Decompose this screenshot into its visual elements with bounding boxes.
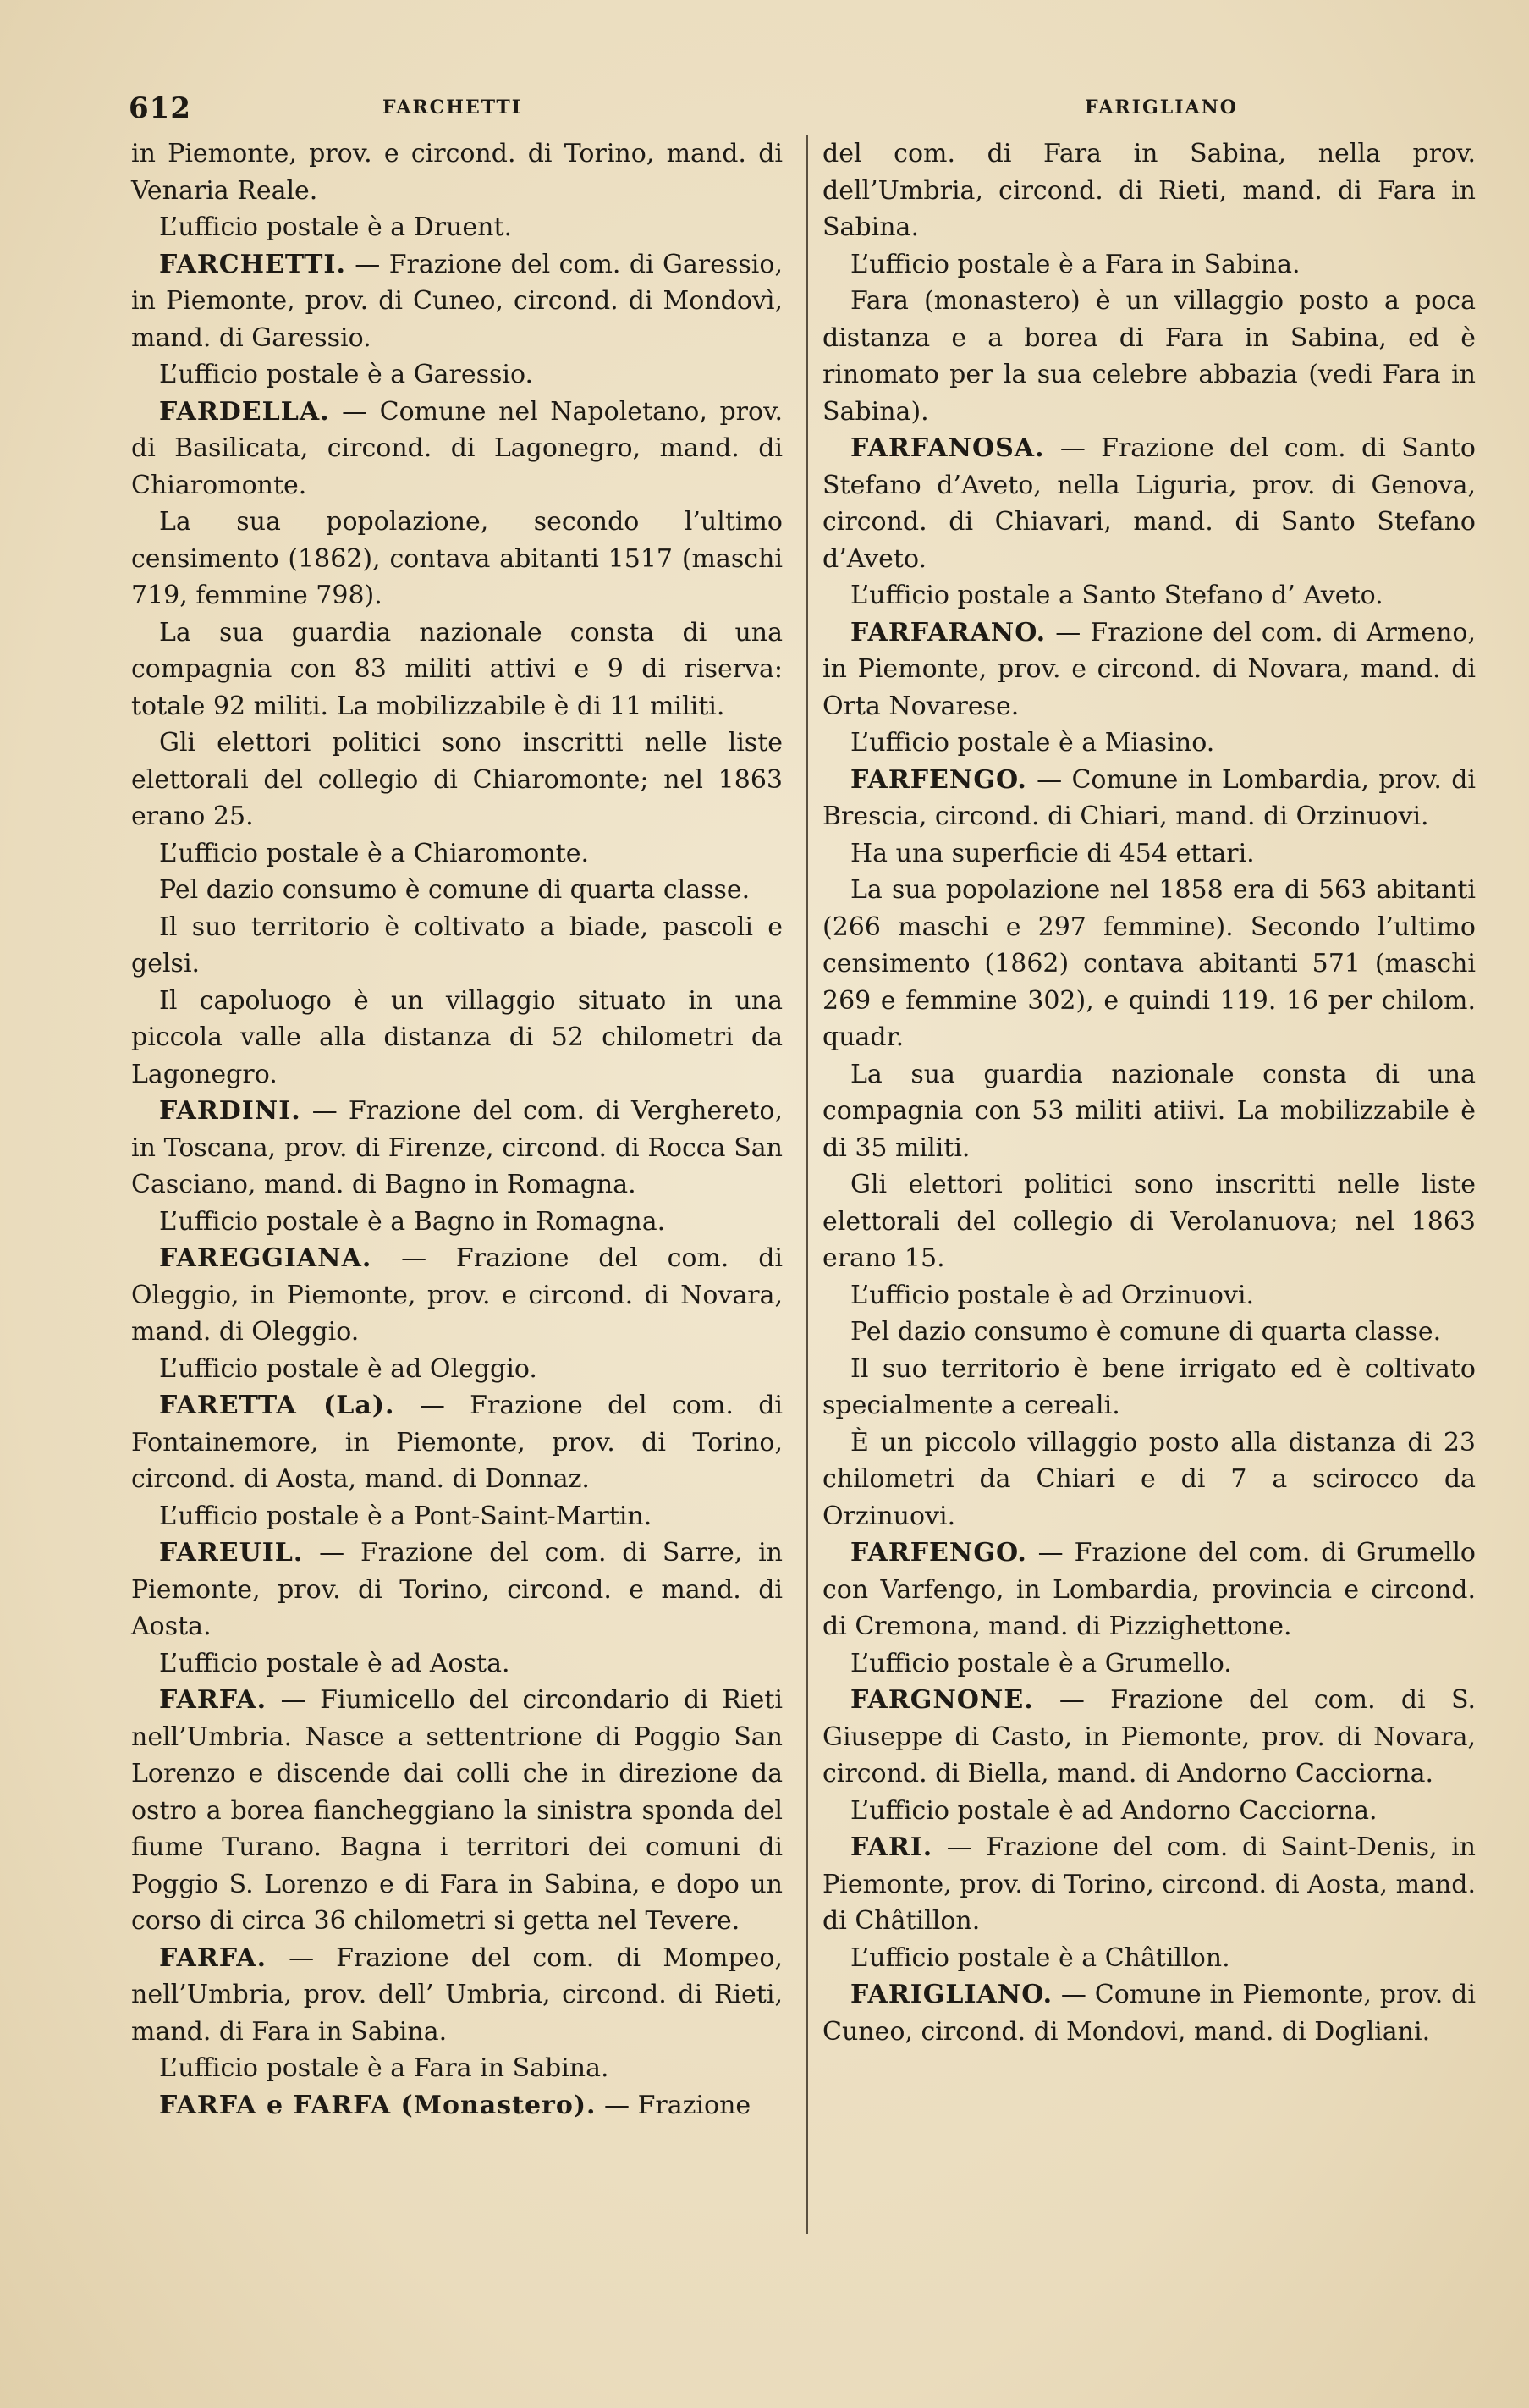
running-head-left: FARCHETTI — [382, 96, 522, 118]
entry-text: La sua popolazione, secondo l’ultimo censimento (1862), contava abitanti 1517 (maschi 719, femmine 798). — [131, 507, 783, 610]
gazetteer-entry — [822, 1829, 1476, 1940]
entry-headword: FARI. — [850, 1832, 933, 1862]
entry-text: — Frazione del com. di Saint-Denis, in Piemonte, prov. di Torino, circond. di Aosta, mand. di Châtillon. — [822, 1832, 1476, 1936]
entry-paragraph — [822, 577, 1476, 614]
entry-paragraph — [822, 835, 1476, 873]
entry-headword: FARETTA (La). — [159, 1391, 395, 1420]
entry-headword: FAREUIL. — [159, 1538, 304, 1568]
entry-paragraph — [822, 725, 1476, 762]
entry-text: — Comune nel Napoletano, prov. di Basilicata, circond. di Lagonegro, mand. di Chiaromonte. — [131, 396, 783, 500]
gazetteer-entry — [131, 246, 783, 357]
entry-text: Il suo territorio è bene irrigato ed è coltivato specialmente a cereali. — [822, 1353, 1476, 1420]
gazetteer-entry — [822, 1682, 1476, 1793]
entry-text: — Frazione del com. di Armeno, in Piemonte, prov. e circond. di Novara, mand. di Orta Novarese. — [822, 617, 1476, 721]
entry-paragraph — [131, 1645, 783, 1683]
entry-text: del com. di Fara in Sabina, nella prov. dell’Umbria, circond. di Rieti, mand. di Fara in Sabina. — [822, 139, 1476, 242]
entry-text: La sua popolazione nel 1858 era di 563 abitanti (266 maschi e 297 femmine). Secondo l’ultimo censimento (1862) contava abitanti 571 (maschi 269 e femmine 302), e quindi 119. 16 per chilom. quadr. — [822, 875, 1476, 1052]
gazetteer-entry — [131, 1940, 783, 2051]
entry-paragraph — [131, 2050, 783, 2087]
entry-text: L’ufficio postale è a Grumello. — [850, 1648, 1232, 1678]
entry-paragraph — [131, 1204, 783, 1241]
entry-text: L’ufficio postale è a Garessio. — [159, 360, 534, 389]
entry-text: Pel dazio consumo è comune di quarta classe. — [850, 1317, 1442, 1347]
gazetteer-entry — [822, 1976, 1476, 2050]
entry-paragraph — [131, 504, 783, 614]
entry-paragraph — [822, 1645, 1476, 1683]
entry-text: — Frazione del com. di Garessio, in Piemonte, prov. di Cuneo, circond. di Mondovì, mand. di Garessio. — [131, 249, 783, 353]
entry-paragraph — [822, 1166, 1476, 1277]
entry-text: Il suo territorio è coltivato a biade, pascoli e gelsi. — [131, 912, 783, 978]
page-number: 612 — [129, 91, 191, 125]
entry-text: — Comune in Piemonte, prov. di Cuneo, circond. di Mondovi, mand. di Dogliani. — [822, 1980, 1476, 2047]
entry-paragraph — [131, 209, 783, 246]
entry-text: — Frazione del com. di Mompeo, nell’Umbria, prov. dell’ Umbria, circond. di Rieti, mand. di Fara in Sabina. — [131, 1942, 783, 2047]
left-column — [131, 135, 783, 2124]
gazetteer-entry — [822, 430, 1476, 577]
entry-paragraph — [822, 1277, 1476, 1314]
entry-text: È un piccolo villaggio posto alla distanza di 23 chilometri da Chiari e di 7 a scirocco da Orzinuovi. — [822, 1427, 1476, 1531]
entry-text: L’ufficio postale è a Bagno in Romagna. — [159, 1206, 666, 1237]
entry-paragraph — [822, 1314, 1476, 1351]
entry-text: — Frazione — [596, 2090, 751, 2120]
entry-headword: FARDINI. — [159, 1096, 301, 1126]
gazetteer-entry — [131, 1682, 783, 1940]
entry-headword: FARFA e FARFA (Monastero). — [159, 2090, 597, 2120]
gazetteer-entry — [131, 1093, 783, 1204]
entry-text: L’ufficio postale è a Pont-Saint-Martin. — [159, 1501, 652, 1531]
entry-paragraph — [131, 872, 783, 909]
entry-paragraph — [131, 725, 783, 835]
entry-paragraph — [822, 1793, 1476, 1830]
entry-text: L’ufficio postale è a Chiaromonte. — [159, 838, 590, 868]
entry-text: — Frazione del com. di Fontainemore, in Piemonte, prov. di Torino, circond. di Aosta, mand. di Donnaz. — [131, 1391, 784, 1494]
entry-headword: FARFARANO. — [850, 617, 1047, 647]
entry-headword: FARGNONE. — [850, 1685, 1034, 1715]
entry-headword: FARFA. — [159, 1685, 267, 1715]
entry-paragraph — [131, 1351, 783, 1388]
right-column — [822, 135, 1476, 2050]
entry-paragraph — [131, 1498, 783, 1535]
entry-paragraph — [131, 614, 783, 725]
entry-text: L’ufficio postale a Santo Stefano d’ Aveto. — [850, 581, 1383, 610]
entry-text: Fara (monastero) è un villaggio posto a poca distanza e a borea di Fara in Sabina, ed è rinomato per la sua celebre abbazia (vedi Fara in Sabina). — [822, 286, 1476, 427]
entry-headword: FARCHETTI. — [159, 249, 346, 279]
entry-text: L’ufficio postale è a Châtillon. — [850, 1942, 1230, 1973]
gazetteer-entry — [131, 2087, 783, 2124]
entry-paragraph — [131, 835, 783, 873]
entry-headword: FARIGLIANO. — [850, 1980, 1053, 2009]
entry-headword: FARFENGO. — [850, 1538, 1027, 1568]
entry-text: L’ufficio postale è a Miasino. — [850, 728, 1215, 758]
entry-text: — Frazione del com. di Sarre, in Piemonte, prov. di Torino, circond. e mand. di Aosta. — [131, 1538, 783, 1641]
entry-text: Ha una superficie di 454 ettari. — [850, 838, 1255, 868]
entry-text: — Frazione del com. di Grumello con Varfengo, in Lombardia, provincia e circond. di Cremona, mand. di Pizzighettone. — [822, 1538, 1476, 1641]
entry-paragraph — [131, 135, 783, 209]
entry-text: — Frazione del com. di Verghereto, in Toscana, prov. di Firenze, circond. di Rocca San Casciano, mand. di Bagno in Romagna. — [131, 1096, 783, 1199]
entry-text: Gli elettori politici sono inscritti nelle liste elettorali del collegio di Verolanuova; nel 1863 erano 15. — [822, 1170, 1476, 1273]
entry-headword: FARDELLA. — [159, 396, 330, 427]
entry-text: in Piemonte, prov. e circond. di Torino, mand. di Venaria Reale. — [131, 139, 783, 206]
page-header — [129, 91, 1478, 132]
entry-text: La sua guardia nazionale consta di una compagnia con 53 militi atiivi. La mobilizzabile è di 35 militi. — [822, 1059, 1476, 1163]
entry-text: L’ufficio postale è ad Aosta. — [159, 1648, 510, 1678]
gazetteer-entry — [822, 1535, 1476, 1645]
entry-text: L’ufficio postale è ad Andorno Cacciorna. — [850, 1795, 1378, 1826]
column-divider — [806, 135, 808, 2234]
entry-text: — Fiumicello del circondario di Rieti nell’Umbria. Nasce a settentrione di Poggio San Lorenzo e discende dai colli che in direzione da ostro a borea fiancheggiano la sinistra sponda del fiume Turano. Bagna i territori dei comuni di Poggio S. Lorenzo e di Fara in Sabina, e dopo un corso di circa 36 chilometri si getta nel Tevere. — [131, 1685, 783, 1936]
running-head-right: FARIGLIANO — [1085, 96, 1238, 118]
entry-paragraph — [822, 1424, 1476, 1535]
gazetteer-entry — [822, 614, 1476, 725]
entry-paragraph — [131, 356, 783, 394]
entry-paragraph — [822, 1056, 1476, 1167]
entry-text: L’ufficio postale è ad Oleggio. — [159, 1353, 537, 1384]
entry-paragraph — [131, 983, 783, 1094]
entry-paragraph — [822, 283, 1476, 430]
entry-text: L’ufficio postale è a Druent. — [159, 212, 513, 242]
entry-text: — Frazione del com. di Santo Stefano d’Aveto, nella Liguria, prov. di Genova, circond. di Chiavari, mand. di Santo Stefano d’Aveto. — [822, 433, 1476, 574]
entry-text: Il capoluogo è un villaggio situato in una piccola valle alla distanza di 52 chilometri da Lagonegro. — [131, 985, 783, 1089]
gazetteer-entry — [131, 394, 783, 504]
entry-headword: FARFANOSA. — [850, 433, 1045, 463]
entry-paragraph — [822, 135, 1476, 246]
entry-headword: FARFA. — [159, 1942, 267, 1973]
entry-text: — Frazione del com. di S. Giuseppe di Casto, in Piemonte, prov. di Novara, circond. di Biella, mand. di Andorno Cacciorna. — [822, 1685, 1476, 1788]
entry-text: — Frazione del com. di Oleggio, in Piemonte, prov. e circond. di Novara, mand. di Oleggio. — [131, 1243, 783, 1347]
entry-paragraph — [131, 909, 783, 983]
entry-text: L’ufficio postale è a Fara in Sabina. — [159, 2053, 609, 2083]
entry-text: L’ufficio postale è a Fara in Sabina. — [850, 249, 1301, 279]
gazetteer-entry — [131, 1535, 783, 1645]
entry-text: L’ufficio postale è ad Orzinuovi. — [850, 1280, 1255, 1310]
gazetteer-entry — [822, 762, 1476, 835]
entry-paragraph — [822, 872, 1476, 1056]
entry-text: Pel dazio consumo è comune di quarta classe. — [159, 875, 751, 905]
entry-text: La sua guardia nazionale consta di una compagnia con 83 militi attivi e 9 di riserva: totale 92 militi. La mobilizzabile è di 11 militi. — [131, 617, 783, 721]
entry-headword: FAREGGIANA. — [159, 1243, 372, 1273]
gazetteer-entry — [131, 1240, 783, 1351]
entry-text: Gli elettori politici sono inscritti nelle liste elettorali del collegio di Chiaromonte; nel 1863 erano 25. — [131, 728, 783, 831]
entry-paragraph — [822, 1351, 1476, 1424]
entry-paragraph — [822, 1940, 1476, 1977]
gazetteer-entry — [131, 1387, 783, 1498]
entry-text: — Comune in Lombardia, prov. di Brescia, circond. di Chiari, mand. di Orzinuovi. — [822, 764, 1476, 831]
entry-headword: FARFENGO. — [850, 764, 1027, 795]
entry-paragraph — [822, 246, 1476, 284]
